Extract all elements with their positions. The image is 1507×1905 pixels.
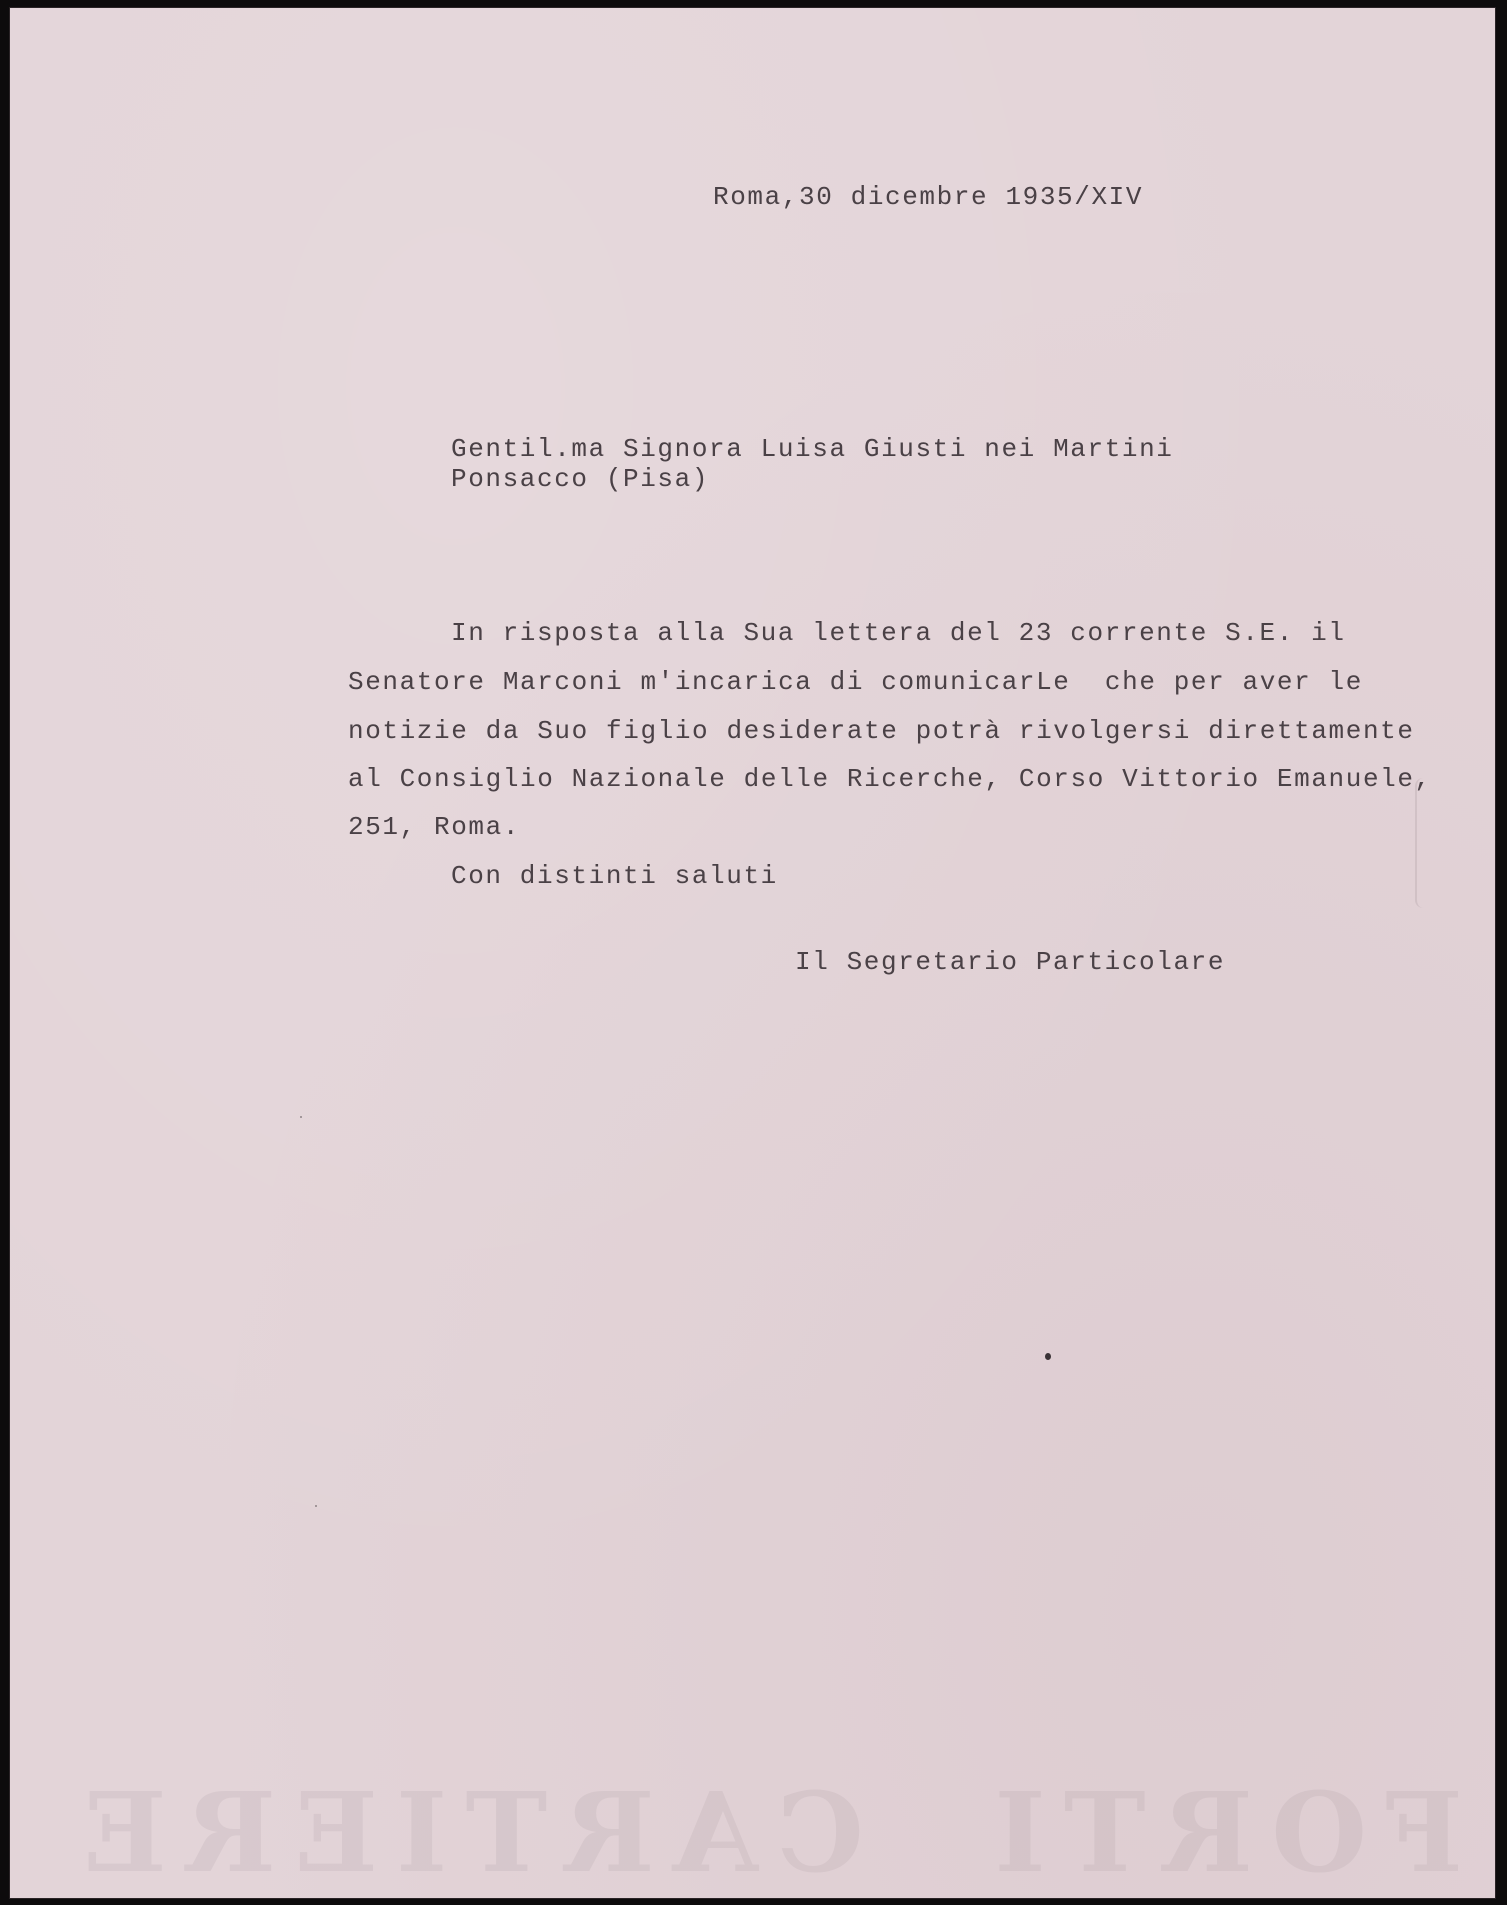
letter-sheet [10, 8, 1495, 1898]
body-line-1: In risposta alla Sua lettera del 23 corrente S.E. il [451, 618, 1346, 648]
body-line-2: Senatore Marconi m'incarica di comunicarLe che per aver le [348, 667, 1363, 697]
recipient-name: Gentil.ma Signora Luisa Giusti nei Martini [451, 434, 1174, 464]
signature-title: Il Segretario Particolare [795, 947, 1226, 977]
date-line: Roma,30 dicembre 1935/XIV [713, 182, 1144, 212]
paper-speck [300, 1116, 302, 1118]
recipient-city: Ponsacco (Pisa) [451, 464, 710, 494]
body-line-4: al Consiglio Nazionale delle Ricerche, Corso Vittorio Emanuele, [348, 764, 1432, 794]
body-line-3: notizie da Suo figlio desiderate potrà rivolgersi direttamente [348, 716, 1415, 746]
ink-speck [1045, 1353, 1051, 1360]
closing-line: Con distinti saluti [451, 861, 778, 891]
paper-watermark: FORTI CARTIERE [65, 1768, 1464, 1897]
paper-speck [315, 1505, 317, 1507]
body-line-5: 251, Roma. [348, 812, 521, 842]
faint-paper-mark [1415, 778, 1431, 908]
